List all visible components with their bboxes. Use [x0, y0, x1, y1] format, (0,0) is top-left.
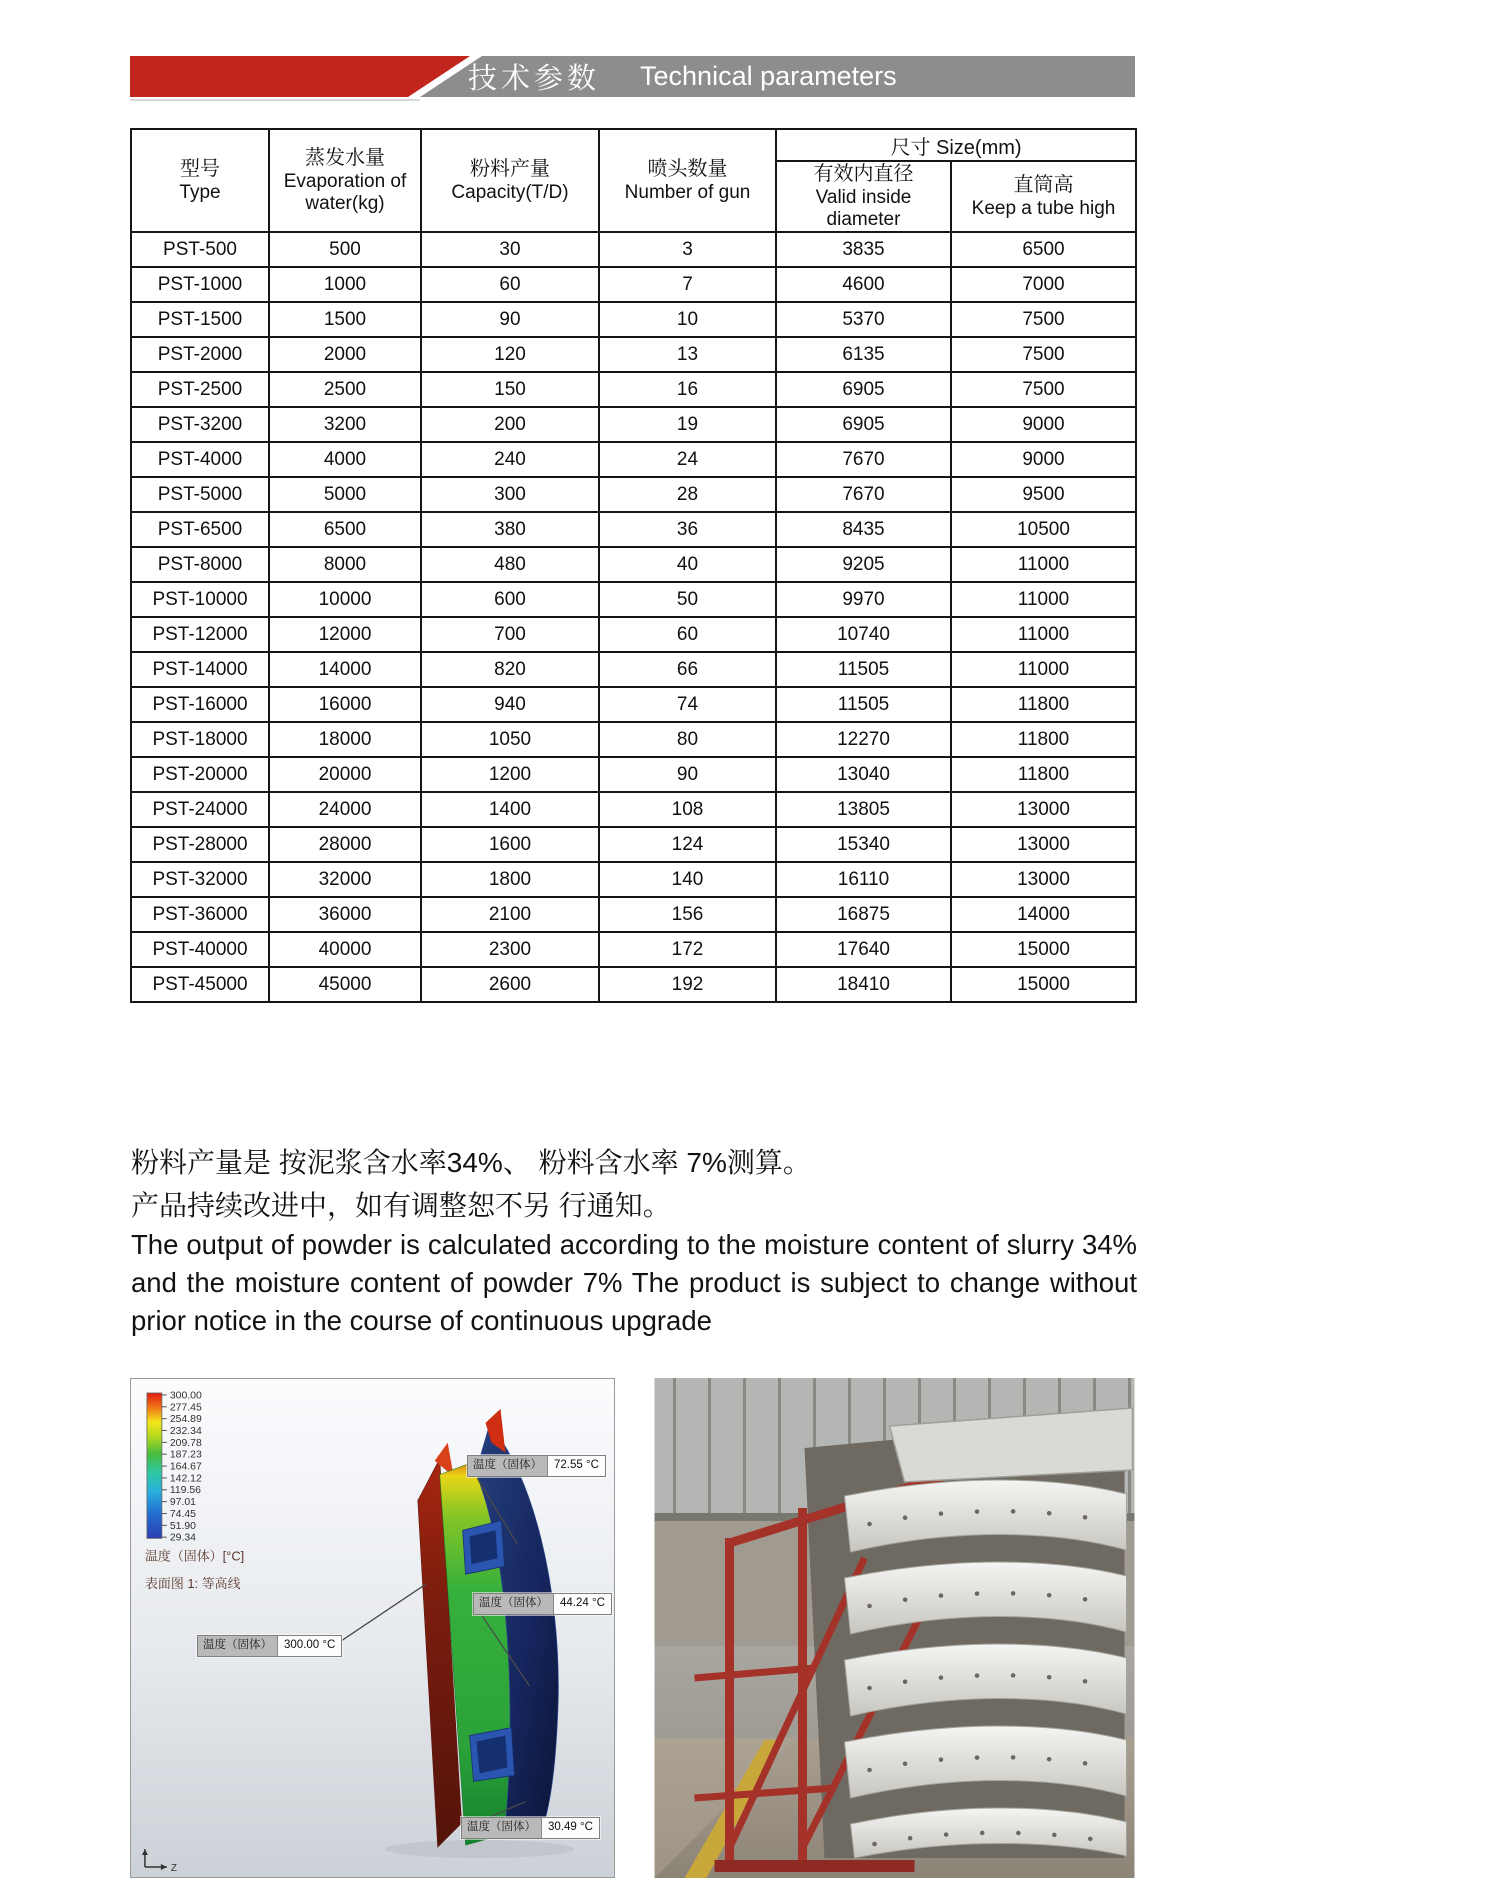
table-cell: 600: [421, 582, 599, 617]
col-dia-zh: 有效内直径: [813, 163, 914, 185]
table-cell: 45000: [269, 967, 421, 1002]
table-cell: 2000: [269, 337, 421, 372]
plot-type-label: 表面图 1: 等高线: [144, 1576, 241, 1592]
table-row: [131, 792, 1136, 827]
callout-label: 温度（固体）: [474, 1594, 554, 1614]
table-cell: 940: [421, 687, 599, 722]
table-cell: 120: [421, 337, 599, 372]
col-header-gun: [599, 129, 776, 232]
table-cell: PST-6500: [131, 512, 269, 547]
equipment-photo: [654, 1378, 1135, 1878]
table-cell: PST-5000: [131, 477, 269, 512]
table-cell: 36: [599, 512, 776, 547]
col-gun-zh: 喷头数量: [647, 158, 728, 180]
table-cell: 8000: [269, 547, 421, 582]
table-cell: 820: [421, 652, 599, 687]
table-cell: 11000: [951, 547, 1136, 582]
table-cell: 11505: [776, 652, 951, 687]
table-cell: PST-2500: [131, 372, 269, 407]
callout-label: 温度（固体）: [468, 1456, 548, 1476]
col-header-type: [131, 129, 269, 232]
col-evap-zh: 蒸发水量: [305, 147, 385, 169]
table-cell: 2500: [269, 372, 421, 407]
equipment-photo-svg: [654, 1378, 1135, 1878]
table-cell: 17640: [776, 932, 951, 967]
table-row: [131, 302, 1136, 337]
table-cell: 1800: [421, 862, 599, 897]
section-title: [468, 56, 897, 97]
table-cell: 36000: [269, 897, 421, 932]
col-header-capacity: [421, 129, 599, 232]
table-cell: 6500: [269, 512, 421, 547]
table-cell: 66: [599, 652, 776, 687]
legend-tick-value: 209.78: [169, 1437, 202, 1449]
note-chinese-1: 粉料产量是 按泥浆含水率34%、 粉料含水率 7%测算。: [131, 1147, 811, 1178]
table-cell: 10740: [776, 617, 951, 652]
table-body: [131, 232, 1136, 1002]
col-type-zh: 型号: [180, 158, 220, 180]
col-gun-en: Number of gun: [624, 182, 751, 203]
table-cell: 2600: [421, 967, 599, 1002]
col-height-zh: 直筒高: [1013, 174, 1074, 196]
table-cell: 11800: [951, 722, 1136, 757]
table-cell: 13040: [776, 757, 951, 792]
section-header-band: [130, 56, 1135, 97]
table-row: [131, 897, 1136, 932]
col-header-tube-height: [951, 161, 1136, 232]
table-cell: 7000: [951, 267, 1136, 302]
table-cell: 3: [599, 232, 776, 267]
model-bracket-upper-inner: [470, 1530, 498, 1564]
table-cell: 11000: [951, 652, 1136, 687]
table-row: [131, 967, 1136, 1002]
table-cell: 11505: [776, 687, 951, 722]
table-cell: PST-45000: [131, 967, 269, 1002]
table-row: [131, 477, 1136, 512]
legend-tick-value: 29.34: [169, 1532, 196, 1544]
table-cell: PST-28000: [131, 827, 269, 862]
table-cell: 16: [599, 372, 776, 407]
table-row: [131, 267, 1136, 302]
legend-tick-value: 277.45: [169, 1402, 202, 1414]
table-cell: 28000: [269, 827, 421, 862]
legend-colorbar: [147, 1390, 202, 1543]
table-cell: 74: [599, 687, 776, 722]
table-cell: 28: [599, 477, 776, 512]
table-cell: 11800: [951, 757, 1136, 792]
col-dia-en: Valid inside diameter: [815, 187, 912, 230]
table-cell: 5000: [269, 477, 421, 512]
table-cell: 10: [599, 302, 776, 337]
col-header-size: 尺寸 Size(mm): [776, 129, 1136, 161]
table-cell: 240: [421, 442, 599, 477]
table-cell: 14000: [269, 652, 421, 687]
col-cap-en: Capacity(T/D): [451, 182, 569, 203]
table-cell: PST-16000: [131, 687, 269, 722]
section-title-en: Technical parameters: [640, 61, 897, 91]
table-row: [131, 652, 1136, 687]
table-cell: 13000: [951, 792, 1136, 827]
table-row: [131, 407, 1136, 442]
table-cell: PST-20000: [131, 757, 269, 792]
table-cell: 19: [599, 407, 776, 442]
table-cell: 13: [599, 337, 776, 372]
table-cell: 60: [599, 617, 776, 652]
callout-temp-44: [473, 1593, 612, 1615]
table-cell: PST-2000: [131, 337, 269, 372]
table-row: [131, 512, 1136, 547]
table-cell: PST-36000: [131, 897, 269, 932]
callout-temp-300: [197, 1635, 342, 1657]
table-cell: 30: [421, 232, 599, 267]
table-cell: 50: [599, 582, 776, 617]
table-cell: 32000: [269, 862, 421, 897]
table-cell: 10500: [951, 512, 1136, 547]
technical-parameters-table: [130, 128, 1137, 1003]
table-cell: 156: [599, 897, 776, 932]
table-cell: 15340: [776, 827, 951, 862]
legend-tick-value: 142.12: [169, 1473, 202, 1485]
table-cell: 13805: [776, 792, 951, 827]
table-cell: 14000: [951, 897, 1136, 932]
table-cell: 16000: [269, 687, 421, 722]
table-cell: 3200: [269, 407, 421, 442]
table-cell: PST-18000: [131, 722, 269, 757]
table-cell: 6905: [776, 372, 951, 407]
table-cell: 60: [421, 267, 599, 302]
note-chinese-2: 产品持续改进中，如有调整恕不另 行通知。: [131, 1190, 671, 1221]
callout-value: 44.24 °C: [554, 1594, 611, 1614]
table-cell: 80: [599, 722, 776, 757]
table-cell: 15000: [951, 932, 1136, 967]
callout-value: 30.49 °C: [542, 1818, 599, 1838]
table-cell: 1500: [269, 302, 421, 337]
legend-tick-labels: [162, 1390, 202, 1543]
legend-tick-value: 51.90: [169, 1520, 196, 1532]
table-cell: 24000: [269, 792, 421, 827]
table-cell: 380: [421, 512, 599, 547]
table-cell: 20000: [269, 757, 421, 792]
table-cell: PST-500: [131, 232, 269, 267]
table-cell: 124: [599, 827, 776, 862]
table-row: [131, 932, 1136, 967]
thermal-simulation-figure: [130, 1378, 615, 1878]
table-cell: 40: [599, 547, 776, 582]
table-row: [131, 757, 1136, 792]
table-cell: 3835: [776, 232, 951, 267]
table-cell: 300: [421, 477, 599, 512]
table-cell: 200: [421, 407, 599, 442]
col-header-evaporation: [269, 129, 421, 232]
table-cell: 2300: [421, 932, 599, 967]
legend-tick-value: 187.23: [169, 1449, 202, 1461]
table-row: [131, 372, 1136, 407]
col-header-diameter: [776, 161, 951, 232]
table-row: [131, 687, 1136, 722]
table-cell: 6500: [951, 232, 1136, 267]
table-cell: 12000: [269, 617, 421, 652]
legend-tick-value: 164.67: [169, 1461, 202, 1473]
table-cell: PST-1500: [131, 302, 269, 337]
table-cell: 9000: [951, 407, 1136, 442]
col-type-en: Type: [179, 182, 221, 203]
table-cell: PST-8000: [131, 547, 269, 582]
thermal-simulation-svg: [131, 1379, 614, 1877]
model-bracket-lower-inner: [477, 1736, 508, 1774]
table-cell: 1400: [421, 792, 599, 827]
table-cell: 18000: [269, 722, 421, 757]
table-cell: 4000: [269, 442, 421, 477]
table-cell: 1050: [421, 722, 599, 757]
table-cell: PST-10000: [131, 582, 269, 617]
table-cell: 700: [421, 617, 599, 652]
note-english: The output of powder is calculated according to the moisture content of slurry 34% and the moisture content of powder 7% The product is subject to change without prior notice in the course of continuous upgrade: [131, 1229, 1137, 1336]
table-row: [131, 617, 1136, 652]
table-row: [131, 547, 1136, 582]
axis-triad: [142, 1849, 167, 1870]
table-cell: 192: [599, 967, 776, 1002]
table-row: [131, 582, 1136, 617]
axis-z-label: Z: [170, 1862, 177, 1874]
table-cell: 6135: [776, 337, 951, 372]
legend-tick-value: 300.00: [169, 1390, 202, 1402]
table-cell: PST-1000: [131, 267, 269, 302]
table-row: [131, 232, 1136, 267]
table-cell: 9205: [776, 547, 951, 582]
table-cell: PST-12000: [131, 617, 269, 652]
callout-temp-30: [461, 1817, 600, 1839]
table-cell: 11000: [951, 617, 1136, 652]
table-cell: 500: [269, 232, 421, 267]
callout-value: 300.00 °C: [278, 1636, 341, 1656]
table-cell: 1200: [421, 757, 599, 792]
table-cell: 11000: [951, 582, 1136, 617]
table-header: [131, 129, 1136, 232]
model-shadow: [385, 1840, 574, 1858]
table-cell: 9970: [776, 582, 951, 617]
table-cell: 16875: [776, 897, 951, 932]
table-cell: 11800: [951, 687, 1136, 722]
table-cell: PST-40000: [131, 932, 269, 967]
table-cell: 18410: [776, 967, 951, 1002]
legend-tick-value: 74.45: [169, 1508, 196, 1520]
table-cell: 150: [421, 372, 599, 407]
callout-label: 温度（固体）: [198, 1636, 278, 1656]
callout-temp-72: [467, 1455, 606, 1477]
table-cell: 10000: [269, 582, 421, 617]
table-cell: PST-32000: [131, 862, 269, 897]
table-cell: PST-24000: [131, 792, 269, 827]
table-cell: 4600: [776, 267, 951, 302]
table-cell: 1000: [269, 267, 421, 302]
col-height-en: Keep a tube high: [971, 198, 1116, 219]
table-cell: 108: [599, 792, 776, 827]
table-cell: PST-3200: [131, 407, 269, 442]
legend-tick-value: 119.56: [169, 1485, 201, 1497]
section-title-zh: 技术参数: [468, 63, 601, 95]
table-cell: 7: [599, 267, 776, 302]
table-cell: 6905: [776, 407, 951, 442]
table-cell: 480: [421, 547, 599, 582]
table-cell: 5370: [776, 302, 951, 337]
table-cell: 7500: [951, 302, 1136, 337]
table-cell: 12270: [776, 722, 951, 757]
table-cell: 24: [599, 442, 776, 477]
header-underline: [130, 99, 420, 101]
table-cell: 7500: [951, 372, 1136, 407]
table-row: [131, 862, 1136, 897]
table-cell: 1600: [421, 827, 599, 862]
table-cell: PST-14000: [131, 652, 269, 687]
table-cell: 7500: [951, 337, 1136, 372]
legend-tick-value: 254.89: [169, 1414, 202, 1426]
table-cell: 9500: [951, 477, 1136, 512]
legend-unit-label: 温度（固体）[°C]: [144, 1548, 245, 1564]
table-cell: 140: [599, 862, 776, 897]
table-cell: 7670: [776, 442, 951, 477]
callout-value: 72.55 °C: [548, 1456, 605, 1476]
legend-tick-value: 97.01: [169, 1497, 196, 1509]
table-row: [131, 442, 1136, 477]
col-evap-en2: water(kg): [305, 193, 385, 214]
table-cell: 16110: [776, 862, 951, 897]
table-row: [131, 722, 1136, 757]
table-row: [131, 827, 1136, 862]
table-cell: 9000: [951, 442, 1136, 477]
table-cell: 90: [421, 302, 599, 337]
table-cell: 172: [599, 932, 776, 967]
table-row: [131, 337, 1136, 372]
table-cell: 13000: [951, 827, 1136, 862]
table-cell: 13000: [951, 862, 1136, 897]
table-cell: 40000: [269, 932, 421, 967]
col-cap-zh: 粉料产量: [470, 158, 550, 180]
table-cell: 2100: [421, 897, 599, 932]
legend-tick-value: 232.34: [169, 1426, 202, 1438]
table-cell: 15000: [951, 967, 1136, 1002]
callout-label: 温度（固体）: [462, 1818, 542, 1838]
table-cell: 8435: [776, 512, 951, 547]
col-evap-en: Evaporation of: [283, 171, 407, 192]
table-cell: 90: [599, 757, 776, 792]
table-cell: PST-4000: [131, 442, 269, 477]
table-cell: 7670: [776, 477, 951, 512]
